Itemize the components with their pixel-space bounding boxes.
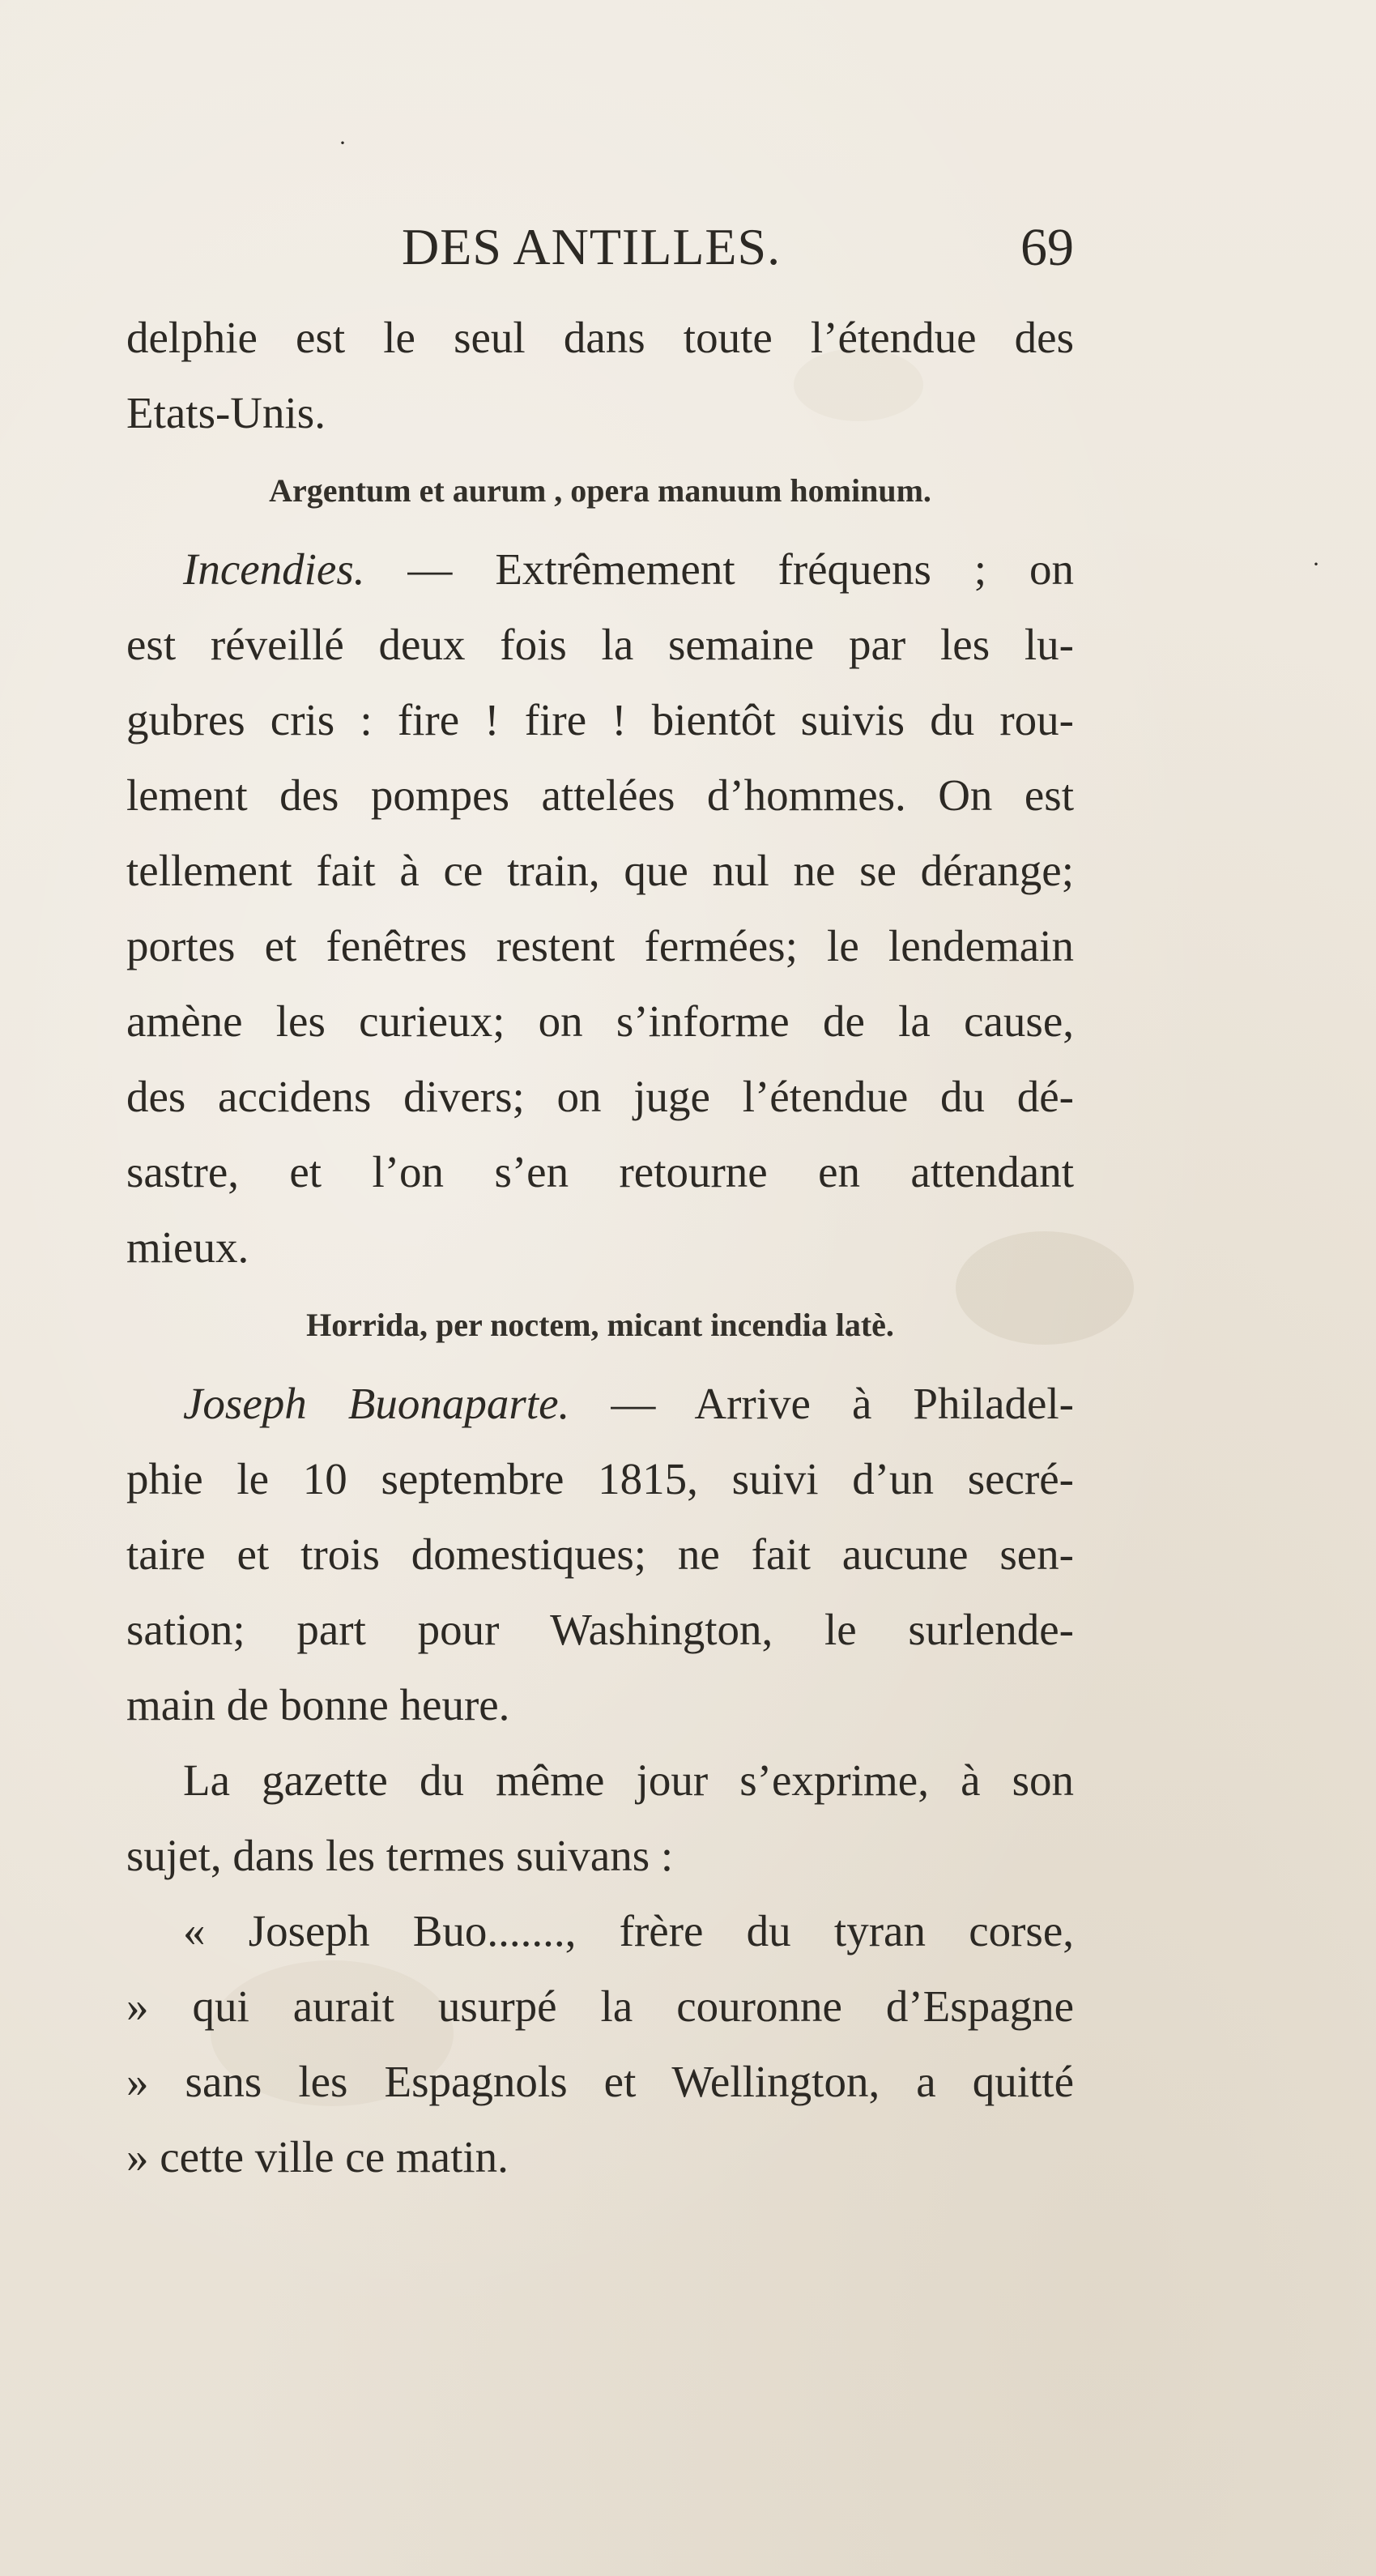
text-line: lement des pompes attelées d’hommes. On est bbox=[126, 770, 1074, 820]
page-number: 69 bbox=[1020, 218, 1074, 277]
text-line: La gazette du même jour s’exprime, à son bbox=[183, 1755, 1074, 1805]
text-line: delphie est le seul dans toute l’étendue des bbox=[126, 313, 1074, 362]
page-header bbox=[126, 217, 1074, 290]
text-line: des accidens divers; on juge l’étendue du dé- bbox=[126, 1072, 1074, 1121]
text-line: » qui aurait usurpé la couronne d’Espagne bbox=[126, 1981, 1074, 2031]
text-line: taire et trois domestiques; ne fait aucune sen- bbox=[126, 1529, 1074, 1579]
text-line: phie le 10 septembre 1815, suivi d’un secré- bbox=[126, 1454, 1074, 1503]
latin-quote: Argentum et aurum , opera manuum hominum. bbox=[269, 472, 931, 509]
text-line: » sans les Espagnols et Wellington, a quitté bbox=[126, 2057, 1074, 2106]
text-line: gubres cris : fire ! fire ! bientôt suivis du rou- bbox=[126, 695, 1074, 744]
text-block bbox=[126, 300, 1074, 2194]
text-line: Etats-Unis. bbox=[126, 388, 326, 437]
text-line: sation; part pour Washington, le surlende- bbox=[126, 1605, 1074, 1654]
latin-quote: Horrida, per noctem, micant incendia latè. bbox=[306, 1307, 894, 1343]
text-line: mieux. bbox=[126, 1222, 249, 1272]
text-line: tellement fait à ce train, que nul ne se dérange; bbox=[126, 846, 1074, 895]
text-line: » cette ville ce matin. bbox=[126, 2132, 509, 2181]
text-line: est réveillé deux fois la semaine par les lu- bbox=[126, 620, 1074, 669]
paragraph-first-line bbox=[126, 1366, 1074, 1441]
paragraph-lead: Incendies. bbox=[183, 544, 365, 594]
text-line: portes et fenêtres restent fermées; le lendemain bbox=[126, 921, 1074, 970]
text-line: main de bonne heure. bbox=[126, 1680, 510, 1729]
paragraph-text: — Extrêmement fréquens ; on bbox=[364, 544, 1074, 594]
paragraph-text: — Arrive à Philadel- bbox=[569, 1379, 1074, 1428]
stray-mark: · bbox=[339, 130, 347, 156]
stray-mark: · bbox=[1312, 551, 1320, 578]
paragraph-lead: Joseph Buonaparte. bbox=[183, 1379, 570, 1428]
text-line: sastre, et l’on s’en retourne en attendant bbox=[126, 1147, 1074, 1196]
text-line: « Joseph Buo......., frère du tyran corse, bbox=[183, 1906, 1074, 1955]
running-title: DES ANTILLES. bbox=[402, 218, 782, 275]
text-line: amène les curieux; on s’informe de la cause, bbox=[126, 996, 1074, 1046]
text-line: sujet, dans les termes suivans : bbox=[126, 1831, 674, 1880]
paragraph-first-line bbox=[126, 531, 1074, 607]
